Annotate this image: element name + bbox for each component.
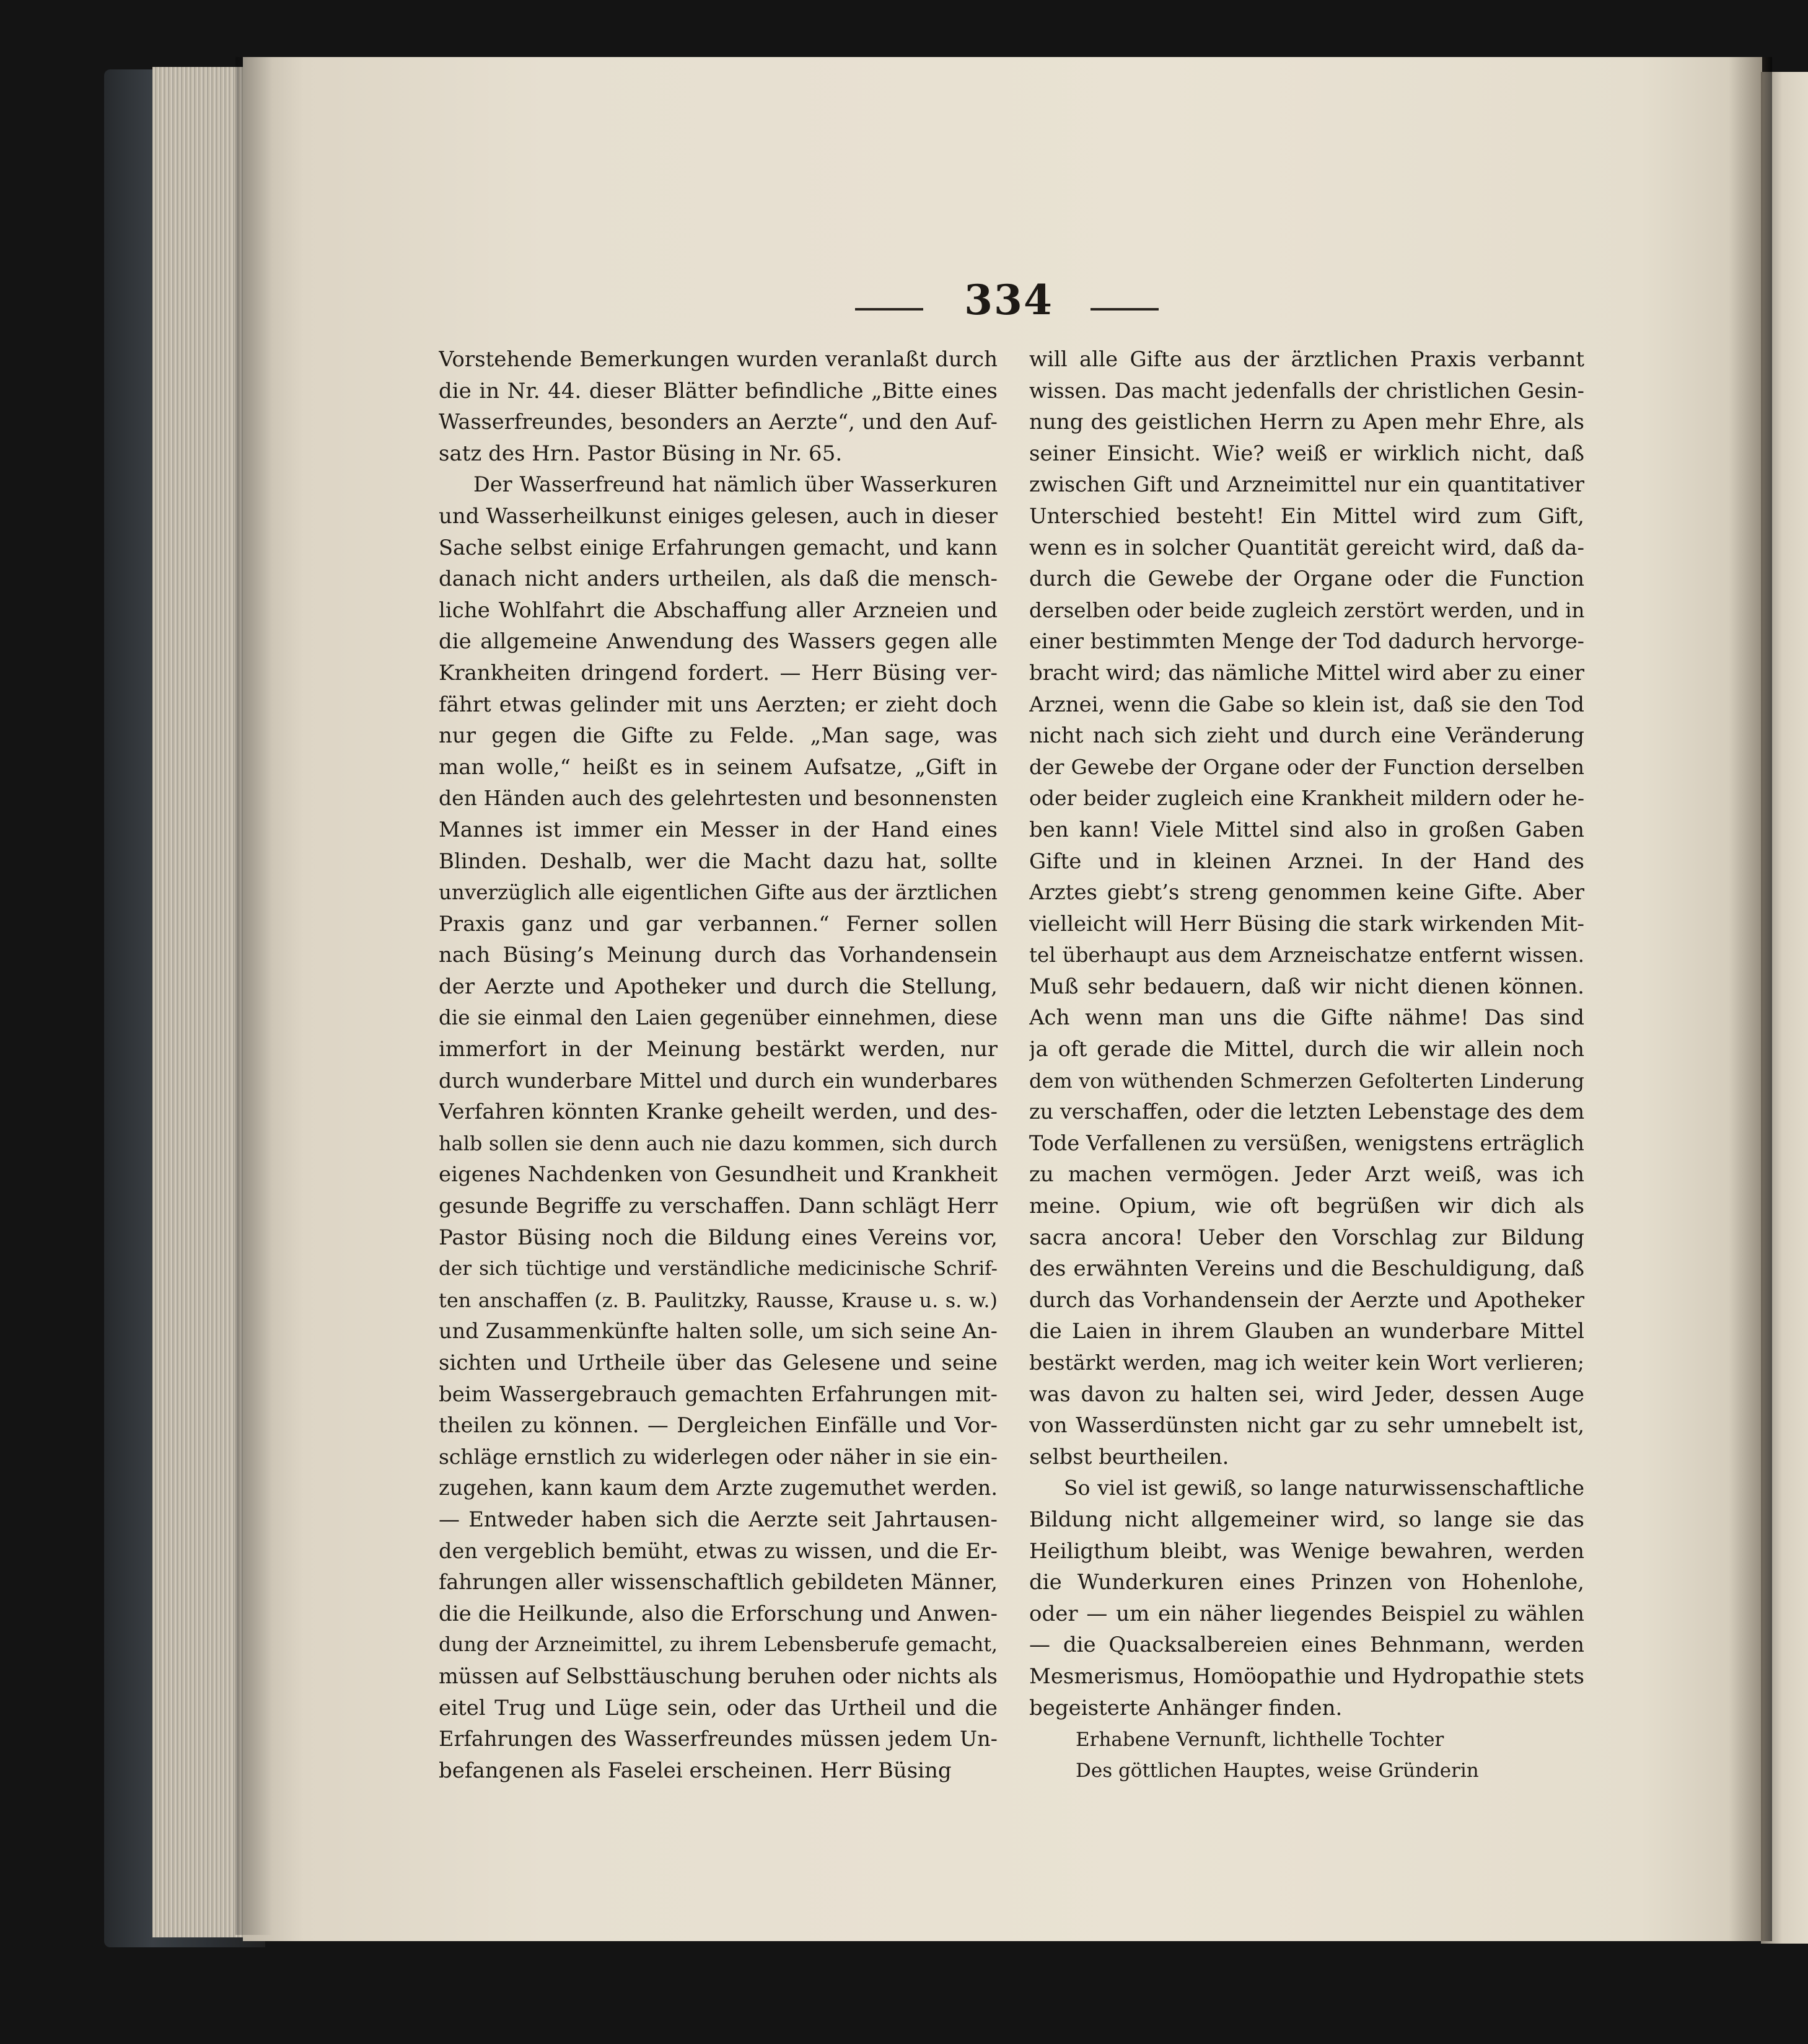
page-gutter bbox=[1729, 57, 1772, 1941]
page-edges bbox=[152, 67, 244, 1937]
text-line: oder beider zugleich eine Krankheit mildern oder he- bbox=[1029, 786, 1584, 811]
text-line: durch wunderbare Mittel und durch ein wunderbares bbox=[439, 1068, 998, 1093]
text-line: Bildung nicht allgemeiner wird, so lange sie das bbox=[1029, 1507, 1584, 1532]
text-line: nur gegen die Gifte zu Felde. „Man sage, was bbox=[439, 723, 998, 749]
text-line: befangenen als Faselei erscheinen. Herr Büsing bbox=[439, 1758, 952, 1783]
verse-quotation bbox=[1076, 1724, 1633, 1786]
text-line: dem von wüthenden Schmerzen Gefolterten Linderung bbox=[1029, 1068, 1584, 1093]
header-rule-right bbox=[1091, 308, 1159, 311]
text-line: fährt etwas gelinder mit uns Aerzten; er zieht doch bbox=[439, 692, 998, 717]
text-line: Krankheiten dringend fordert. — Herr Büsing ver- bbox=[439, 660, 998, 685]
text-line: den Händen auch des gelehrtesten und besonnensten bbox=[439, 786, 998, 811]
verse-line: Erhabene Vernunft, lichthelle Tochter bbox=[1076, 1729, 1444, 1751]
text-line: ben kann! Viele Mittel sind also in großen Gaben bbox=[1029, 817, 1584, 842]
text-line: derselben oder beide zugleich zerstört werden, und in bbox=[1029, 598, 1584, 622]
page-shadow bbox=[235, 57, 273, 1935]
text-line: selbst beurtheilen. bbox=[1029, 1444, 1229, 1469]
text-line: bestärkt werden, mag ich weiter kein Wort verlieren; bbox=[1029, 1350, 1584, 1375]
text-line: durch die Gewebe der Organe oder die Function bbox=[1029, 566, 1584, 592]
text-line: ten anschaffen (z. B. Paulitzky, Rausse, Krause u. s. w.) bbox=[439, 1288, 998, 1312]
text-line: durch das Vorhandensein der Aerzte und Apotheker bbox=[1029, 1287, 1584, 1312]
text-line: nicht nach sich zieht und durch eine Veränderung bbox=[1029, 723, 1584, 749]
text-line: Mesmerismus, Homöopathie und Hydropathie stets bbox=[1029, 1663, 1584, 1689]
text-line: man wolle,“ heißt es in seinem Aufsatze, „Gift in bbox=[439, 754, 998, 780]
text-line: unverzüglich alle eigentlichen Gifte aus der ärztlichen bbox=[439, 881, 998, 905]
text-line: gesunde Begriffe zu verschaffen. Dann schlägt Herr bbox=[439, 1194, 998, 1219]
text-line: Verfahren könnten Kranke geheilt werden, und des- bbox=[439, 1099, 998, 1125]
text-line: danach nicht anders urtheilen, als daß die mensch- bbox=[439, 566, 998, 592]
text-line: oder — um ein näher liegendes Beispiel zu wählen bbox=[1029, 1601, 1584, 1626]
text-line: und Wasserheilkunst einiges gelesen, auch in dieser bbox=[439, 503, 998, 529]
text-line: die sie einmal den Laien gegenüber einnehmen, diese bbox=[439, 1006, 998, 1030]
text-line: müssen auf Selbsttäuschung beruhen oder nichts als bbox=[439, 1663, 998, 1688]
text-line: will alle Gifte aus der ärztlichen Praxis verbannt bbox=[1029, 347, 1584, 372]
text-line: tel überhaupt aus dem Arzneischatze entfernt wissen. bbox=[1029, 943, 1584, 967]
text-line: So viel ist gewiß, so lange naturwissenschaftliche bbox=[1064, 1476, 1584, 1500]
text-line: was davon zu halten sei, wird Jeder, dessen Auge bbox=[1029, 1381, 1584, 1407]
text-line: satz des Hrn. Pastor Büsing in Nr. 65. bbox=[439, 441, 843, 466]
text-line: dung der Arzneimittel, zu ihrem Lebensberufe gemacht, bbox=[439, 1634, 998, 1657]
text-line: Wasserfreundes, besonders an Aerzte“, und den Auf- bbox=[439, 410, 998, 434]
text-line: eitel Trug und Lüge sein, oder das Urtheil und die bbox=[439, 1695, 998, 1720]
text-line: den vergeblich bemüht, etwas zu wissen, und die Er- bbox=[439, 1538, 998, 1563]
text-line: Sache selbst einige Erfahrungen gemacht, und kann bbox=[439, 535, 998, 560]
text-line: liche Wohlfahrt die Abschaffung aller Arzneien und bbox=[439, 597, 998, 623]
text-line: zugehen, kann kaum dem Arzte zugemuthet werden. bbox=[439, 1476, 998, 1500]
text-line: — die Quacksalbereien eines Behnmann, werden bbox=[1029, 1632, 1584, 1658]
left-text-column bbox=[439, 344, 998, 1786]
text-line: Pastor Büsing noch die Bildung eines Vereins vor, bbox=[439, 1225, 998, 1250]
text-line: bracht wird; das nämliche Mittel wird aber zu einer bbox=[1029, 660, 1584, 685]
header-rule-left bbox=[855, 308, 923, 311]
text-line: immerfort in der Meinung bestärkt werden, nur bbox=[439, 1037, 998, 1062]
text-line: begeisterte Anhänger finden. bbox=[1029, 1695, 1343, 1720]
page-number: 334 bbox=[964, 276, 1053, 324]
text-line: Gifte und in kleinen Arznei. In der Hand des bbox=[1029, 848, 1584, 874]
text-line: fahrungen aller wissenschaftlich gebildeten Männer, bbox=[439, 1570, 998, 1595]
text-line: Praxis ganz und gar verbannen.“ Ferner sollen bbox=[439, 911, 998, 936]
text-line: die Wunderkuren eines Prinzen von Hohenlohe, bbox=[1029, 1570, 1584, 1595]
text-line: sacra ancora! Ueber den Vorschlag zur Bildung bbox=[1029, 1225, 1584, 1250]
text-line: eigenes Nachdenken von Gesundheit und Krankheit bbox=[439, 1162, 998, 1187]
right-text-column bbox=[1029, 344, 1584, 1724]
text-line: von Wasserdünsten nicht gar zu sehr umnebelt ist, bbox=[1029, 1413, 1584, 1438]
text-line: und Zusammenkünfte halten solle, um sich seine An- bbox=[439, 1319, 998, 1344]
text-line: Blinden. Deshalb, wer die Macht dazu hat, sollte bbox=[439, 848, 998, 874]
text-line: der sich tüchtige und verständliche medicinische Schrif- bbox=[439, 1258, 998, 1280]
text-line: Erfahrungen des Wasserfreundes müssen jedem Un- bbox=[439, 1727, 998, 1751]
text-line: vielleicht will Herr Büsing die stark wirkenden Mit- bbox=[1029, 911, 1584, 936]
text-line: schläge ernstlich zu widerlegen oder näher in sie ein- bbox=[439, 1444, 998, 1469]
text-line: Vorstehende Bemerkungen wurden veranlaßt durch bbox=[439, 347, 998, 372]
text-line: nung des geistlichen Herrn zu Apen mehr Ehre, als bbox=[1029, 410, 1584, 435]
text-line: Der Wasserfreund hat nämlich über Wasserkuren bbox=[473, 472, 998, 497]
text-line: nach Büsing’s Meinung durch das Vorhandensein bbox=[439, 943, 998, 968]
text-line: Unterschied besteht! Ein Mittel wird zum Gift, bbox=[1029, 503, 1584, 529]
text-line: sichten und Urtheile über das Gelesene und seine bbox=[439, 1350, 998, 1375]
text-line: wenn es in solcher Quantität gereicht wird, daß da- bbox=[1029, 535, 1584, 560]
text-line: theilen zu können. — Dergleichen Einfälle und Vor- bbox=[439, 1413, 998, 1438]
page-header bbox=[855, 276, 1165, 338]
text-line: wissen. Das macht jedenfalls der christlichen Gesin- bbox=[1029, 378, 1584, 403]
text-line: die allgemeine Anwendung des Wassers gegen alle bbox=[439, 629, 998, 654]
text-line: halb sollen sie denn auch nie dazu kommen, sich durch bbox=[439, 1131, 998, 1155]
text-line: Arznei, wenn die Gabe so klein ist, daß sie den Tod bbox=[1029, 692, 1584, 717]
text-line: die Laien in ihrem Glauben an wunderbare Mittel bbox=[1029, 1319, 1584, 1344]
text-line: die in Nr. 44. dieser Blätter befindliche „Bitte eines bbox=[439, 378, 998, 403]
text-line: zu machen vermögen. Jeder Arzt weiß, was ich bbox=[1029, 1162, 1584, 1187]
text-line: zu verschaffen, oder die letzten Lebenstage des dem bbox=[1029, 1099, 1584, 1124]
text-line: einer bestimmten Menge der Tod dadurch hervorge- bbox=[1029, 629, 1584, 654]
text-line: Tode Verfallenen zu versüßen, wenigstens erträglich bbox=[1029, 1130, 1584, 1155]
text-line: der Gewebe der Organe oder der Function derselben bbox=[1029, 754, 1584, 779]
text-line: zwischen Gift und Arzneimittel nur ein quantitativer bbox=[1029, 472, 1584, 497]
text-line: seiner Einsicht. Wie? weiß er wirklich nicht, daß bbox=[1029, 441, 1584, 466]
text-line: des erwähnten Vereins und die Beschuldigung, daß bbox=[1029, 1256, 1584, 1282]
text-line: Arztes giebt’s streng genommen keine Gifte. Aber bbox=[1029, 880, 1584, 905]
text-line: Ach wenn man uns die Gifte nähme! Das sind bbox=[1029, 1005, 1584, 1031]
text-line: die die Heilkunde, also die Erforschung und Anwen- bbox=[439, 1601, 998, 1626]
verse-line: Des göttlichen Hauptes, weise Gründerin bbox=[1076, 1760, 1479, 1782]
text-line: Mannes ist immer ein Messer in der Hand eines bbox=[439, 817, 998, 842]
text-line: Heiligthum bleibt, was Wenige bewahren, werden bbox=[1029, 1538, 1584, 1564]
text-line: Muß sehr bedauern, daß wir nicht dienen können. bbox=[1029, 974, 1584, 999]
text-line: der Aerzte und Apotheker und durch die Stellung, bbox=[439, 974, 998, 999]
text-line: beim Wassergebrauch gemachten Erfahrungen mit- bbox=[439, 1381, 998, 1407]
text-line: — Entweder haben sich die Aerzte seit Jahrtausen- bbox=[439, 1507, 998, 1532]
text-line: ja oft gerade die Mittel, durch die wir allein noch bbox=[1029, 1037, 1584, 1062]
text-line: meine. Opium, wie oft begrüßen wir dich als bbox=[1029, 1194, 1584, 1219]
